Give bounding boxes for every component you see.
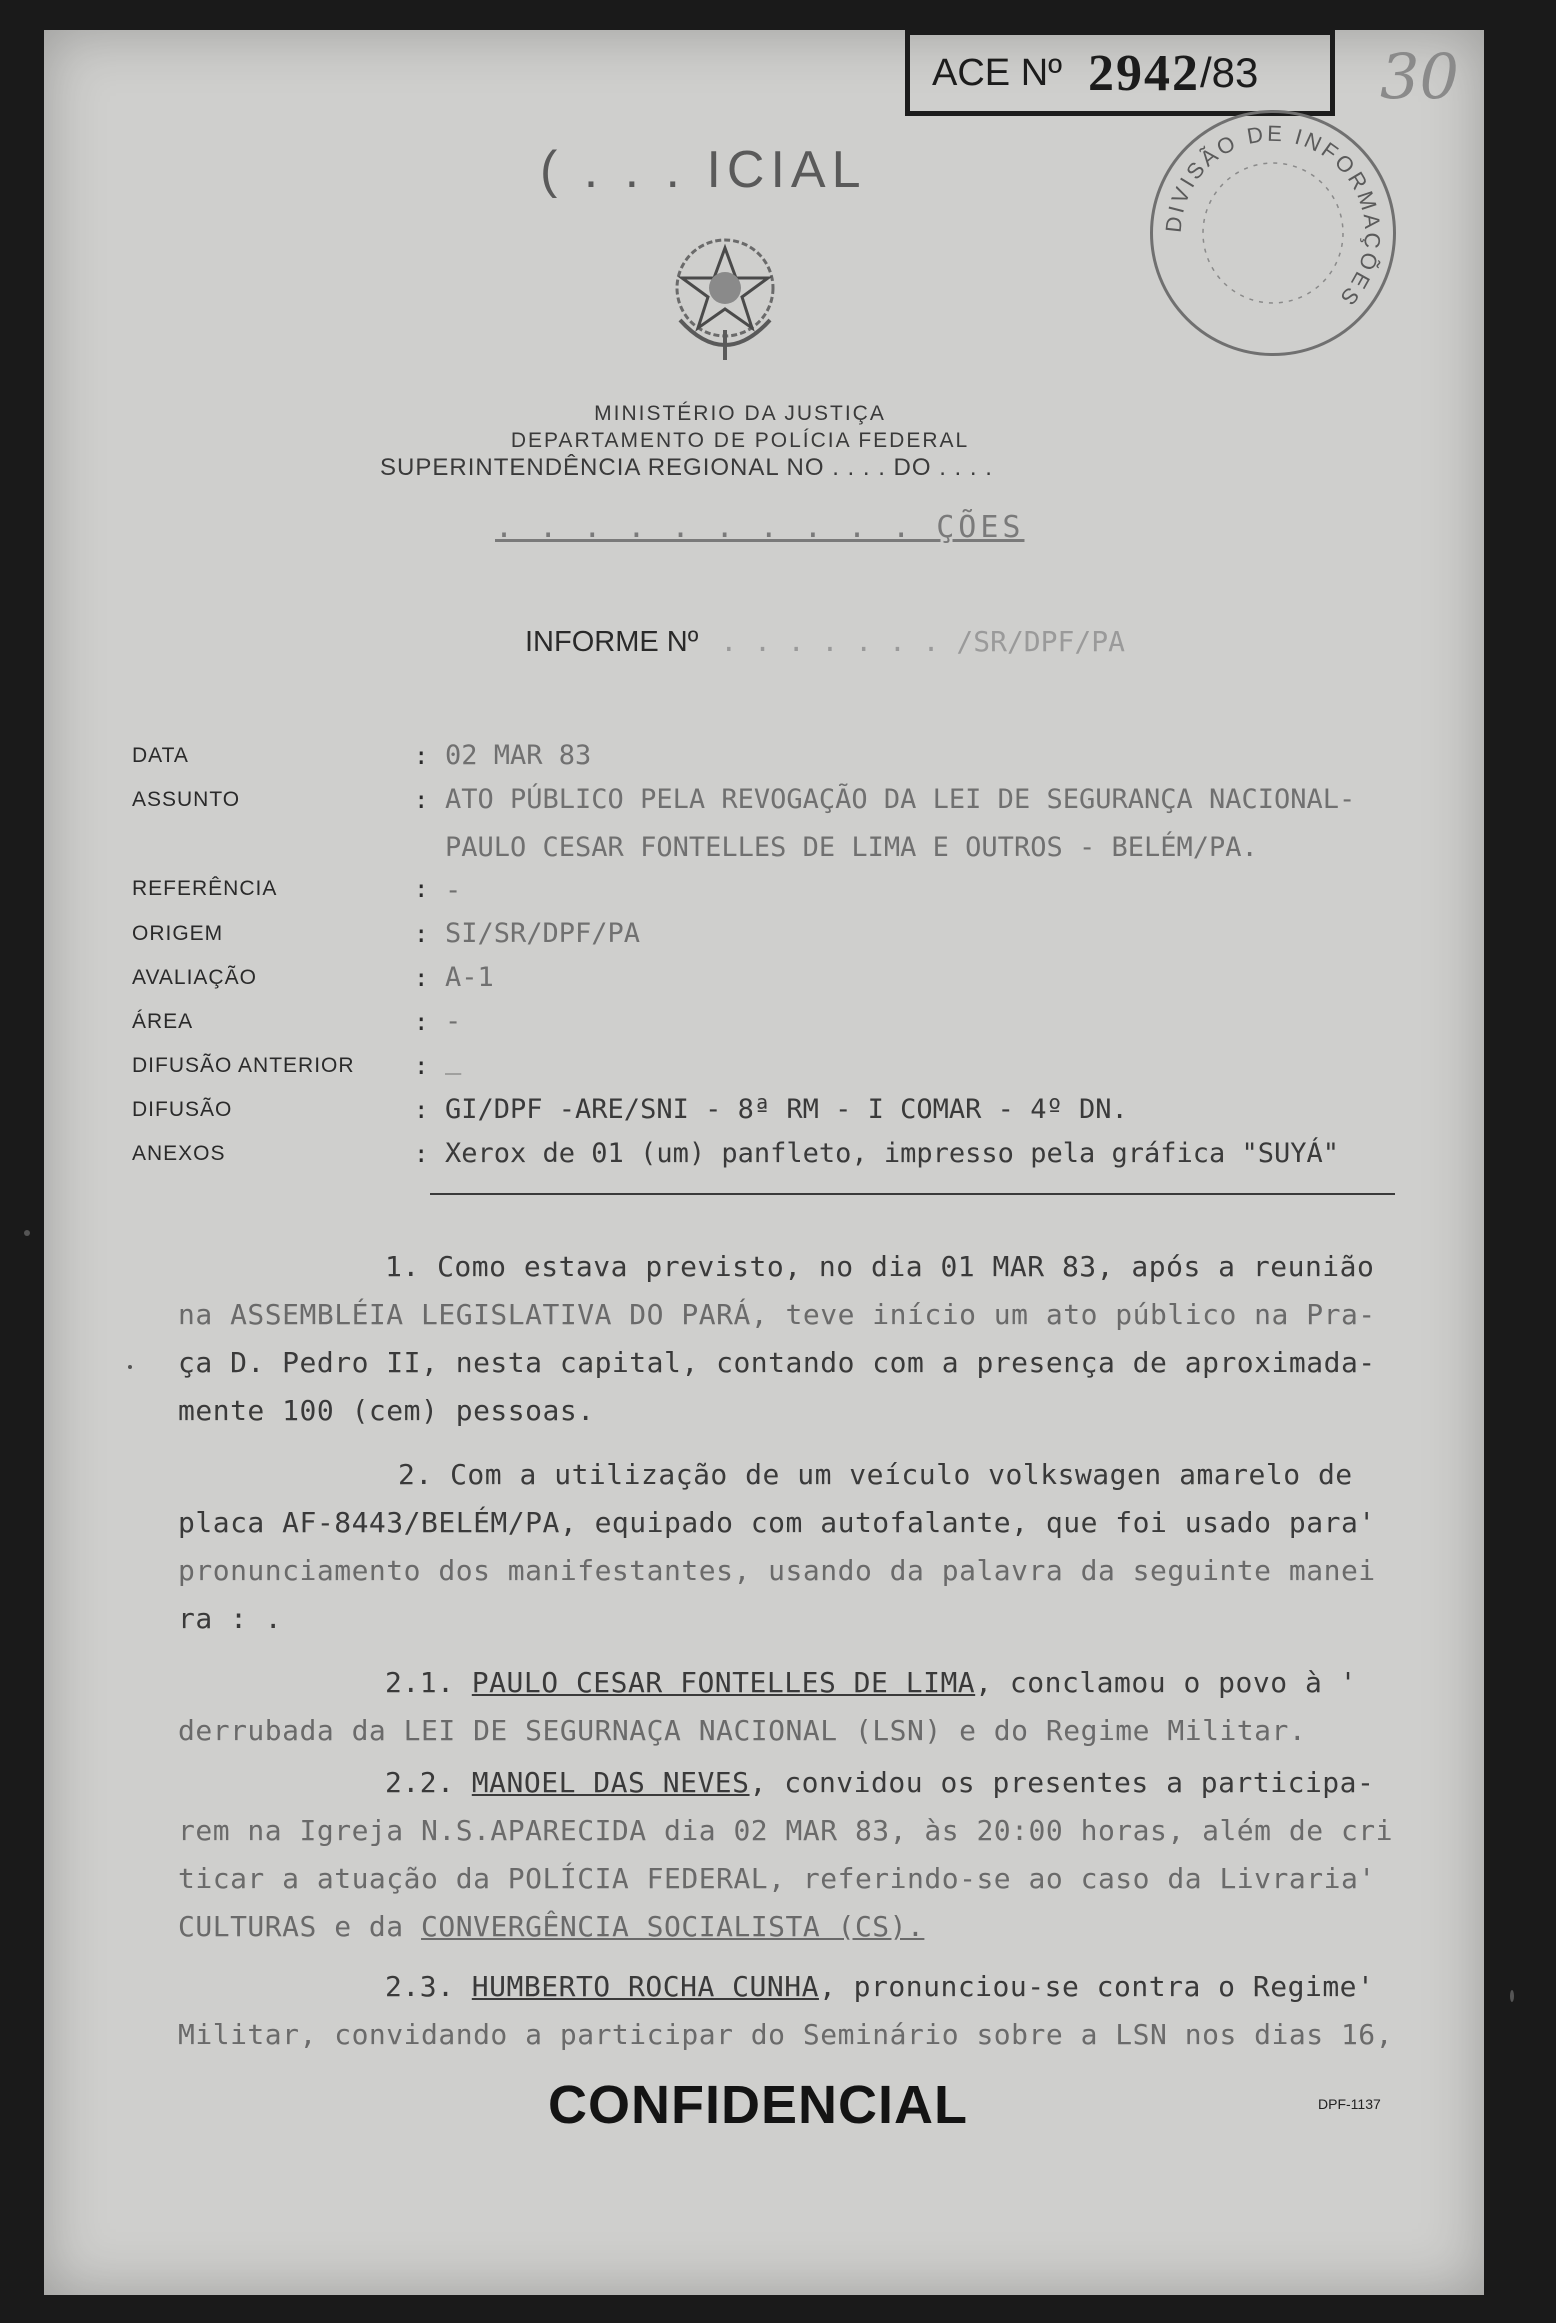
header-divider — [430, 1193, 1395, 1195]
paragraph-2-1-line-1 — [385, 1666, 1357, 1699]
field-value-data: 02 MAR 83 — [445, 740, 592, 771]
person-name: HUMBERTO ROCHA CUNHA — [471, 1970, 819, 2003]
field-value-assunto-line2: PAULO CESAR FONTELLES DE LIMA E OUTROS - BELÉM/PA. — [445, 832, 1258, 863]
field-label-origem: ORIGEM — [132, 922, 224, 945]
ministry-line1: MINISTÉRIO DA JUSTIÇA — [594, 402, 886, 425]
field-value-avaliacao: A-1 — [445, 962, 494, 993]
field-value-assunto: ATO PÚBLICO PELA REVOGAÇÃO DA LEI DE SEGURANÇA NACIONAL- — [445, 784, 1356, 815]
stamp-text-ring — [1153, 113, 1393, 353]
field-value-origem: SI/SR/DPF/PA — [445, 918, 641, 949]
paragraph-1-line-4: mente 100 (cem) pessoas. — [178, 1394, 595, 1427]
field-colon: : — [414, 1140, 429, 1168]
organization-name: CONVERGÊNCIA SOCIALISTA (CS). — [421, 1910, 925, 1943]
item-number: 2.2. — [385, 1766, 455, 1799]
paragraph-1-line-1: 1. Como estava previsto, no dia 01 MAR 83, após a reunião — [385, 1250, 1375, 1283]
scan-speck — [1510, 1990, 1514, 2002]
paragraph-2-line-4: ra : . — [178, 1602, 283, 1635]
field-label-difusao-anterior: DIFUSÃO ANTERIOR — [132, 1054, 355, 1077]
field-colon: : — [414, 1008, 429, 1036]
scan-speck — [24, 1230, 30, 1236]
ace-year: /83 — [1200, 49, 1259, 96]
paragraph-2-line-1: 2. Com a utilização de um veículo volkswagen amarelo de — [398, 1458, 1353, 1491]
form-code: DPF-1137 — [1318, 2096, 1381, 2112]
paragraph-2-2-line-2: rem na Igreja N.S.APARECIDA dia 02 MAR 83, às 20:00 horas, além de cri — [178, 1814, 1394, 1847]
item-text: CULTURAS e da — [178, 1910, 422, 1943]
person-name: PAULO CESAR FONTELLES DE LIMA — [471, 1666, 976, 1699]
ace-label: ACE Nº — [932, 51, 1063, 94]
field-label-avaliacao: AVALIAÇÃO — [132, 966, 257, 989]
paragraph-1-line-3: ça D. Pedro II, nesta capital, contando com a presença de aproximada- — [178, 1346, 1376, 1379]
field-value-difusao: GI/DPF -ARE/SNI - 8ª RM - I COMAR - 4º DN. — [445, 1094, 1128, 1125]
field-colon: : — [414, 875, 429, 903]
field-colon: : — [414, 964, 429, 992]
field-colon: : — [414, 1096, 429, 1124]
ministry-heading — [300, 400, 1180, 481]
scan-speck — [128, 1365, 132, 1369]
service-name: . . . . . . . . . . ÇÕES — [495, 510, 1025, 545]
classification-header: ( . . . ICIAL — [540, 141, 867, 199]
field-value-anexos: Xerox de 01 (um) panfleto, impresso pela gráfica "SUYÁ" — [445, 1138, 1340, 1169]
paragraph-2-line-2: placa AF-8443/BELÉM/PA, equipado com autofalante, que foi usado para' — [178, 1506, 1376, 1539]
field-colon: : — [414, 1052, 429, 1080]
field-colon: : — [414, 920, 429, 948]
field-value-difusao-anterior: _ — [445, 1044, 462, 1075]
item-text: , conclamou o povo à ' — [975, 1666, 1358, 1699]
handwritten-page-number: 30 — [1380, 40, 1459, 113]
paragraph-2-line-3: pronunciamento dos manifestantes, usando da palavra da seguinte manei — [178, 1554, 1376, 1587]
field-colon: : — [414, 786, 429, 814]
paragraph-1-line-2: na ASSEMBLÉIA LEGISLATIVA DO PARÁ, teve início um ato público na Pra- — [178, 1298, 1376, 1331]
stamp-text: DIVISÃO DE INFORMAÇÕES — [1160, 120, 1386, 313]
classification-footer: CONFIDENCIAL — [548, 2075, 968, 2135]
field-colon: : — [414, 742, 429, 770]
paragraph-2-3-line-1 — [385, 1970, 1374, 2003]
informe-code: . . . . . . . /SR/DPF/PA — [720, 625, 1125, 658]
ministry-line2: DEPARTAMENTO DE POLÍCIA FEDERAL — [510, 429, 970, 452]
field-label-difusao: DIFUSÃO — [132, 1098, 233, 1121]
paragraph-2-1-line-2: derrubada da LEI DE SEGURNAÇA NACIONAL (LSN) e do Regime Militar. — [178, 1714, 1307, 1747]
svg-text:DIVISÃO DE INFORMAÇÕES — [1161, 121, 1386, 312]
item-number: 2.1. — [385, 1666, 455, 1699]
field-label-assunto: ASSUNTO — [132, 788, 241, 811]
field-label-area: ÁREA — [132, 1010, 194, 1033]
informe-number — [525, 625, 1125, 659]
ace-number: 2942 — [1088, 44, 1201, 102]
coat-of-arms-icon — [650, 220, 800, 370]
field-label-data: DATA — [132, 744, 189, 767]
item-number: 2.3. — [385, 1970, 455, 2003]
field-label-referencia: REFERÊNCIA — [132, 877, 278, 900]
paragraph-2-2-line-1 — [385, 1766, 1374, 1799]
circular-stamp — [1150, 110, 1396, 356]
paragraph-2-2-line-3: ticar a atuação da POLÍCIA FEDERAL, referindo-se ao caso da Livraria' — [178, 1862, 1376, 1895]
ace-number-box — [905, 30, 1335, 116]
item-text: , convidou os presentes a participa- — [749, 1766, 1375, 1799]
person-name: MANOEL DAS NEVES — [471, 1766, 750, 1799]
field-value-area: - — [445, 1006, 462, 1037]
field-value-referencia: - — [445, 875, 462, 906]
paragraph-2-2-line-4 — [178, 1910, 924, 1943]
paragraph-2-3-line-2: Militar, convidando a participar do Seminário sobre a LSN nos dias 16, — [178, 2018, 1394, 2051]
informe-label: INFORME Nº — [525, 626, 699, 658]
ministry-line3: SUPERINTENDÊNCIA REGIONAL NO . . . . DO . . . . — [380, 454, 993, 481]
item-text: , pronunciou-se contra o Regime' — [818, 1970, 1375, 2003]
field-label-anexos: ANEXOS — [132, 1142, 226, 1165]
